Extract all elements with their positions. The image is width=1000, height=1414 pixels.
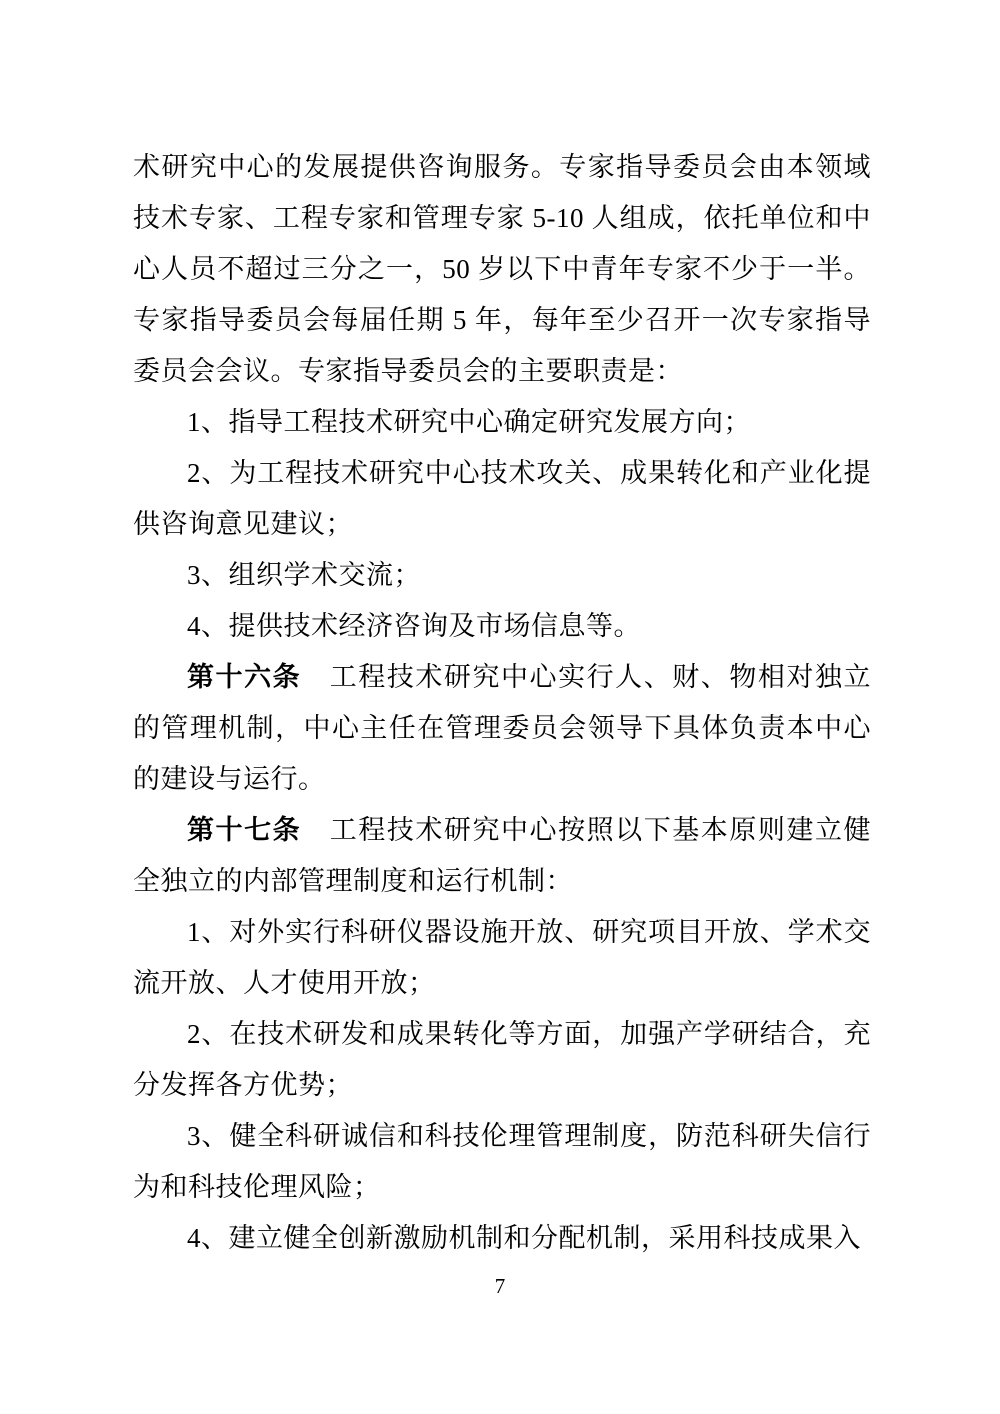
paragraph	[133, 1009, 871, 1111]
text-segment: 4、提供技术经济咨询及市场信息等。	[187, 611, 641, 641]
article-heading: 第十七条	[187, 815, 302, 845]
paragraph	[133, 805, 871, 907]
paragraph	[133, 1111, 871, 1213]
paragraph	[133, 1213, 871, 1264]
paragraph	[133, 397, 871, 448]
text-segment: 工程技术研究中心实行人、财、物相对独立的管理机制，中心主任在管理委员会领导下具体负责本中心的建设与运行。	[133, 662, 872, 794]
paragraph	[133, 907, 871, 1009]
paragraph	[133, 550, 871, 601]
paragraph	[133, 448, 871, 550]
paragraph	[133, 601, 871, 652]
document-body	[133, 142, 871, 1264]
text-segment: 2、为工程技术研究中心技术攻关、成果转化和产业化提供咨询意见建议；	[133, 458, 871, 539]
text-segment: 术研究中心的发展提供咨询服务。专家指导委员会由本领域技术专家、工程专家和管理专家 5-10 人组成，依托单位和中心人员不超过三分之一，50 岁以下中青年专家不少于一半。专家指导委员会每届任期 5 年，每年至少召开一次专家指导委员会会议。专家指导委员会的主要职责是：	[133, 152, 871, 386]
text-segment: 1、指导工程技术研究中心确定研究发展方向；	[187, 407, 751, 437]
page-number: 7	[494, 1274, 506, 1298]
text-segment: 4、建立健全创新激励机制和分配机制，采用科技成果入	[187, 1223, 861, 1253]
text-segment: 工程技术研究中心按照以下基本原则建立健全独立的内部管理制度和运行机制：	[133, 815, 872, 896]
text-segment: 3、健全科研诚信和科技伦理管理制度，防范科研失信行为和科技伦理风险；	[133, 1121, 871, 1202]
paragraph	[133, 652, 871, 805]
text-segment: 2、在技术研发和成果转化等方面，加强产学研结合，充分发挥各方优势；	[133, 1019, 871, 1100]
paragraph	[133, 142, 871, 397]
text-segment: 1、对外实行科研仪器设施开放、研究项目开放、学术交流开放、人才使用开放；	[133, 917, 871, 998]
article-heading: 第十六条	[187, 662, 302, 692]
text-segment: 3、组织学术交流；	[187, 560, 421, 590]
